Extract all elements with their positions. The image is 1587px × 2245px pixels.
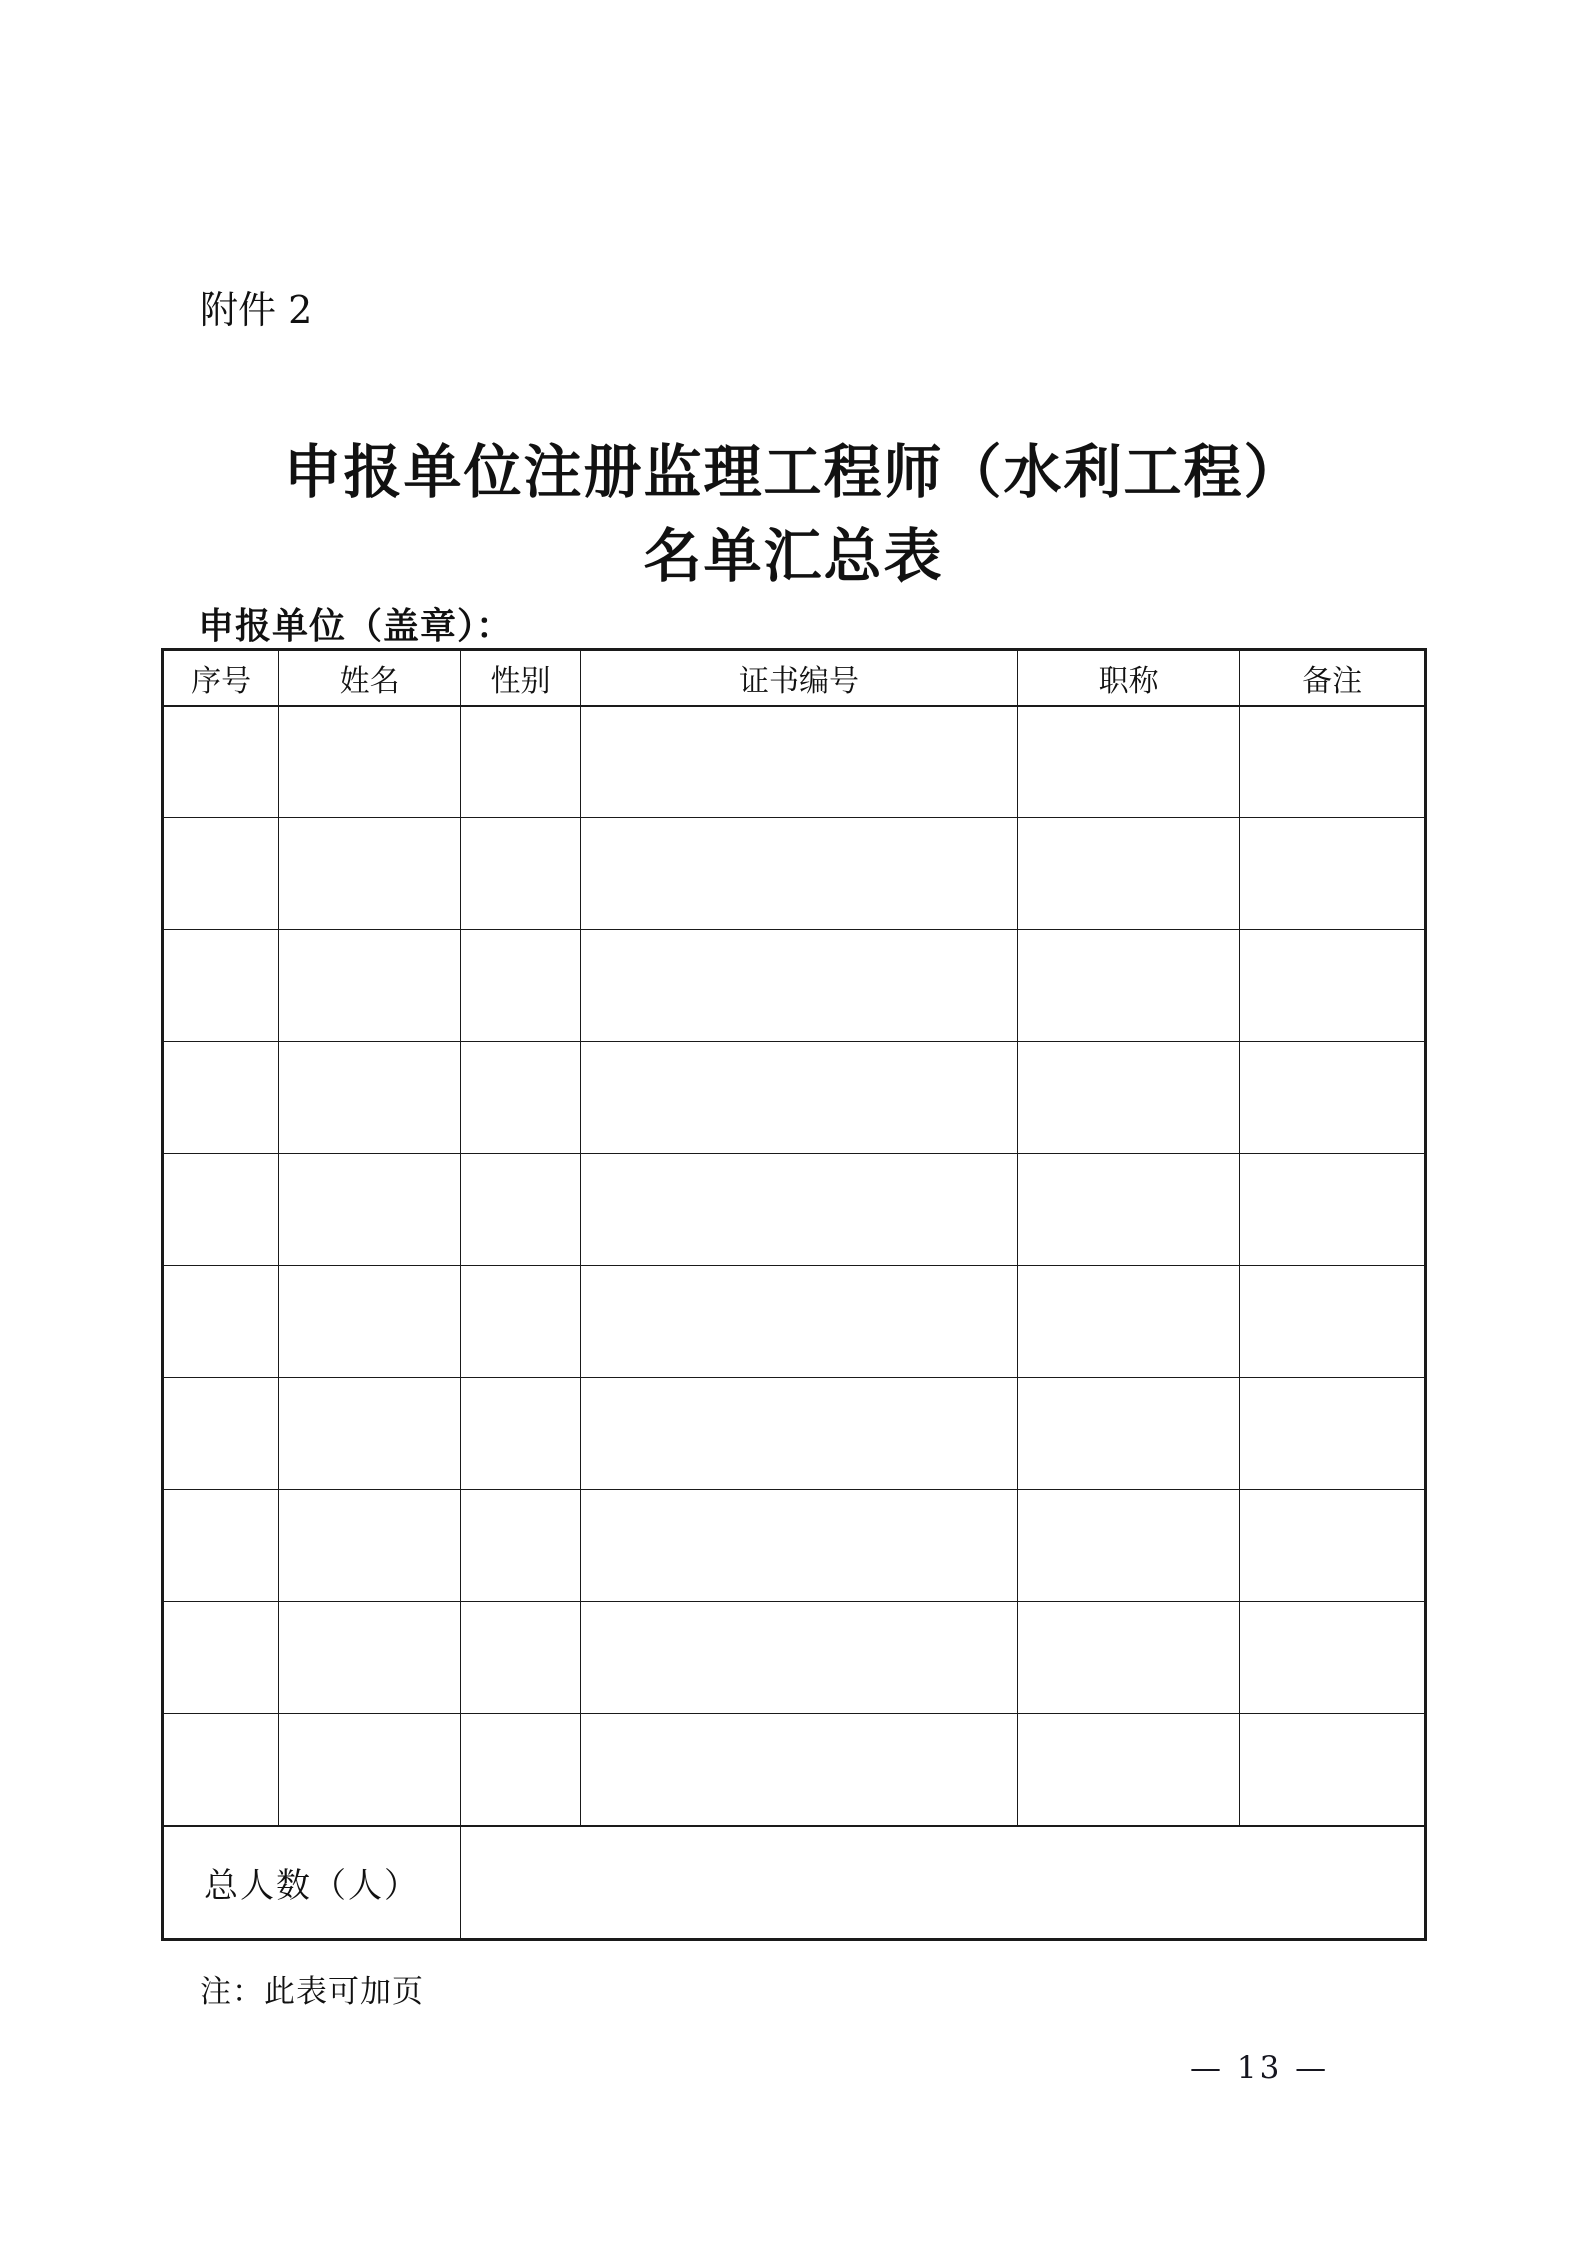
table-cell — [581, 930, 1018, 1042]
table-cell — [1018, 1378, 1240, 1490]
table-cell — [279, 818, 461, 930]
table-cell — [279, 1602, 461, 1714]
table-cell — [1240, 1602, 1426, 1714]
table-cell — [1240, 1154, 1426, 1266]
table-cell — [163, 930, 279, 1042]
table-cell — [461, 1490, 581, 1602]
header-row — [163, 650, 1426, 706]
table-cell — [461, 1714, 581, 1826]
table-cell — [279, 1490, 461, 1602]
table-cell — [1018, 1266, 1240, 1378]
table-cell — [1018, 1602, 1240, 1714]
header-cell-title: 职称 — [1018, 650, 1240, 706]
page-number: — 13 — — [1190, 2050, 1330, 2086]
roster-table-header — [163, 650, 1426, 706]
table-cell — [461, 818, 581, 930]
table-row — [163, 1042, 1426, 1154]
table-cell — [1240, 1714, 1426, 1826]
declaring-unit-seal-label: 申报单位（盖章）： — [198, 606, 514, 647]
table-cell — [163, 1378, 279, 1490]
table-cell — [1018, 818, 1240, 930]
table-cell — [581, 1042, 1018, 1154]
table-cell — [461, 930, 581, 1042]
table-row — [163, 1154, 1426, 1266]
table-cell — [1018, 1714, 1240, 1826]
table-cell — [1240, 818, 1426, 930]
table-cell — [1240, 1378, 1426, 1490]
table-cell — [1018, 930, 1240, 1042]
table-cell — [581, 1378, 1018, 1490]
table-row — [163, 930, 1426, 1042]
table-row — [163, 1490, 1426, 1602]
table-cell — [581, 1490, 1018, 1602]
table-cell — [581, 706, 1018, 818]
table-cell — [461, 1378, 581, 1490]
table-cell — [461, 706, 581, 818]
header-cell-certificate-number: 证书编号 — [581, 650, 1018, 706]
table-cell — [581, 818, 1018, 930]
document-title — [0, 430, 1587, 598]
table-cell — [279, 1154, 461, 1266]
table-cell — [1018, 706, 1240, 818]
table-cell — [279, 706, 461, 818]
table-cell — [163, 1490, 279, 1602]
table-cell — [163, 1042, 279, 1154]
header-cell-index: 序号 — [163, 650, 279, 706]
table-row — [163, 818, 1426, 930]
table-cell — [1018, 1154, 1240, 1266]
roster-table-body — [163, 706, 1426, 1826]
header-cell-remarks: 备注 — [1240, 650, 1426, 706]
table-cell — [163, 1602, 279, 1714]
table-cell — [1018, 1042, 1240, 1154]
total-count-label: 总人数（人） — [163, 1826, 461, 1940]
table-cell — [461, 1154, 581, 1266]
table-cell — [461, 1266, 581, 1378]
table-cell — [1240, 1490, 1426, 1602]
table-cell — [581, 1714, 1018, 1826]
header-cell-gender: 性别 — [461, 650, 581, 706]
table-cell — [1240, 1042, 1426, 1154]
table-row — [163, 1602, 1426, 1714]
table-cell — [279, 1042, 461, 1154]
table-cell — [581, 1266, 1018, 1378]
table-cell — [163, 1714, 279, 1826]
table-cell — [1240, 706, 1426, 818]
attachment-label: 附件 2 — [200, 288, 313, 332]
table-cell — [279, 1266, 461, 1378]
table-row — [163, 1714, 1426, 1826]
table-cell — [1240, 930, 1426, 1042]
table-cell — [461, 1602, 581, 1714]
table-cell — [163, 1266, 279, 1378]
header-cell-name: 姓名 — [279, 650, 461, 706]
table-cell — [581, 1602, 1018, 1714]
table-cell — [279, 1714, 461, 1826]
table-row — [163, 706, 1426, 818]
table-cell — [163, 706, 279, 818]
table-cell — [163, 818, 279, 930]
table-cell — [279, 930, 461, 1042]
table-cell — [279, 1378, 461, 1490]
table-row — [163, 1378, 1426, 1490]
note-text: 注：此表可加页 — [200, 1974, 424, 2010]
table-cell — [461, 1042, 581, 1154]
table-cell — [1018, 1490, 1240, 1602]
document-title-line2: 名单汇总表 — [643, 522, 944, 590]
table-cell — [163, 1154, 279, 1266]
table-cell — [581, 1154, 1018, 1266]
document-title-line1: 申报单位注册监理工程师（水利工程） — [283, 438, 1304, 506]
total-count-value — [461, 1826, 1426, 1940]
table-row — [163, 1266, 1426, 1378]
roster-table — [161, 648, 1427, 1941]
total-row — [163, 1826, 1426, 1940]
roster-table-footer — [163, 1826, 1426, 1940]
table-cell — [1240, 1266, 1426, 1378]
